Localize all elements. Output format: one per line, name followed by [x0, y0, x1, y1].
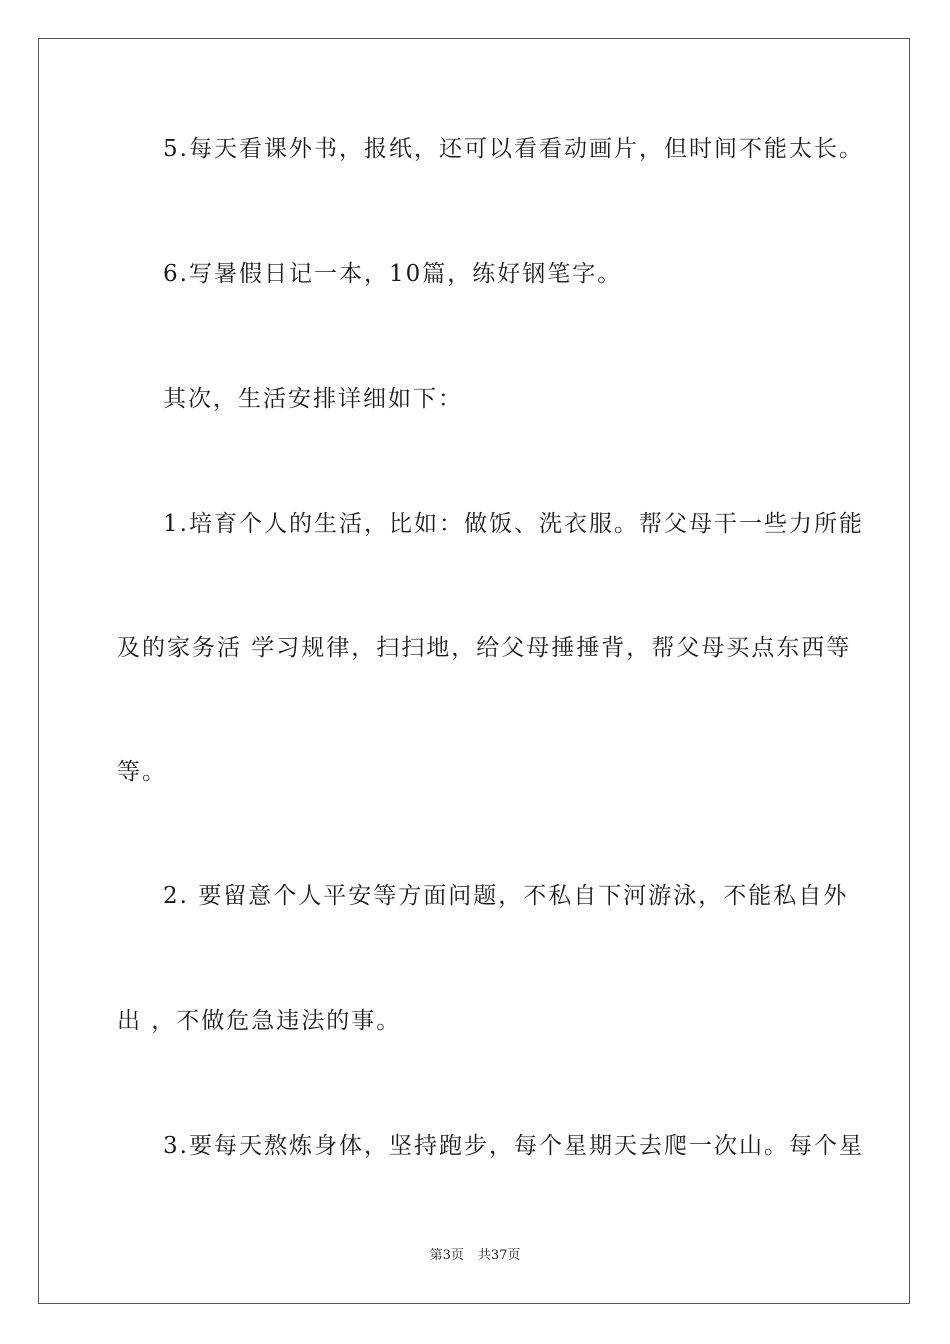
paragraph-item-2-line-2: 出 ，不做危急违法的事。: [117, 1008, 402, 1034]
paragraph-item-3-line-1: 3.要每天熬炼身体，坚持跑步，每个星期天去爬一次山。每个星: [163, 1133, 864, 1159]
page-footer: [0, 1247, 950, 1265]
paragraph-item-1-line-1: 1.培育个人的生活，比如：做饭、洗衣服。帮父母干一些力所能: [163, 511, 864, 537]
paragraph-item-6: 6.写暑假日记一本，10篇，练好钢笔字。: [163, 261, 623, 287]
page-number-current: 第3页: [429, 1248, 464, 1263]
page-number-total: 共37页: [477, 1248, 521, 1263]
paragraph-item-5: 5.每天看课外书，报纸，还可以看看动画片，但时间不能太长。: [163, 136, 864, 162]
page-border: [38, 38, 910, 1304]
paragraph-item-1-line-2: 及的家务活 学习规律，扫扫地，给父母捶捶背，帮父母买点东西等: [117, 635, 852, 661]
paragraph-item-1-line-3: 等。: [117, 759, 167, 785]
paragraph-heading-life-arrangement: 其次，生活安排详细如下：: [163, 386, 463, 412]
paragraph-item-2-line-1: 2. 要留意个人平安等方面问题，不私自下河游泳，不能私自外: [163, 883, 849, 909]
